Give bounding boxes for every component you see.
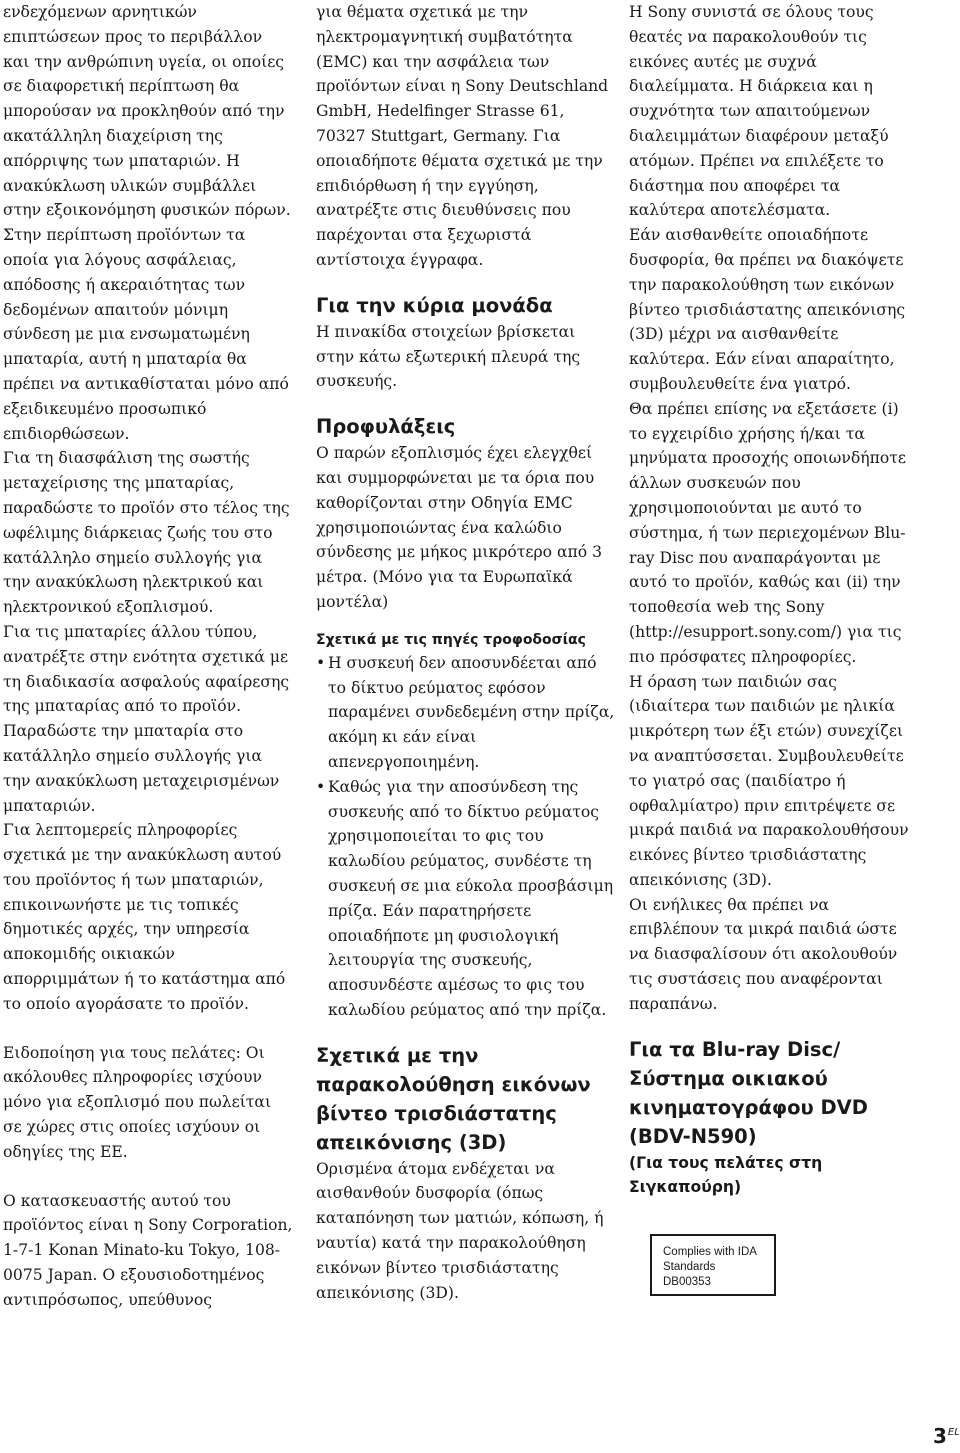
paragraph: Η πινακίδα στοιχείων βρίσκεται στην κάτω εξωτερική πλευρά της συσκευής. [316,322,581,391]
spacer [316,394,616,412]
page-number-value: 3 [933,1424,947,1448]
paragraph: Για λεπτομερείς πληροφορίες σχετικά με την ανακύκλωση αυτού του προϊόντος ή των μπαταριών, επικοινωνήστε με τις τοπικές δημοτικές αρχές, την υπηρεσία αποκομιδής οικιακών απορριμμάτων ή το κατάστημα από το οποίο αγοράσατε το προϊόν. [3,821,286,1013]
paragraph: ενδεχόμενων αρνητικών επιπτώσεων προς το περιβάλλον και την ανθρώπινη υγεία, οι οποίες σε διαφορετική περίπτωση θα μπορούσαν να προκληθούν από την ακατάλληλη διαχείριση της απόρριψης των μπαταριών. Η ανακύκλωση υλικών συμβάλλει στην εξοικονόμηση φυσικών πόρων. [3,3,291,220]
stamp-line: Complies with IDA [663,1246,757,1258]
stamp-line: Standards [663,1261,716,1273]
spacer [316,615,616,629]
list-item: • Καθώς για την αποσύνδεση της συσκευής από το δίκτυο ρεύματος χρησιμοποιείται το φις του καλωδίου ρεύματος, συνδέστε τη συσκευή σε μια εύκολα προσβάσιμη πρίζα. Εάν παρατηρήσετε οποιαδήποτε μη φυσιολογική λειτουργία της συσκευής, αποσυνδέστε αμέσως το φις του καλωδίου ρεύματος από την πρίζα. [316,775,616,1023]
customer-notice: Ειδοποίηση για τους πελάτες: Οι ακόλουθες πληροφορίες ισχύουν μόνο για εξοπλισμό που πωλείται σε χώρες στις οποίες ισχύουν οι οδηγίες της ΕΕ. [3,1043,272,1161]
paragraph: Ορισμένα άτομα ενδέχεται να αισθανθούν δυσφορία (όπως καταπόνηση των ματιών, κόπωση, ή ναυτία) κατά την παρακολούθηση εικόνων βίντεο τρισδιάστατης απεικόνισης (3D). [316,1159,604,1302]
paragraph: Παραδώστε την μπαταρία στο κατάλληλο σημείο συλλογής για την ανακύκλωση μεταχειρισμένων μπαταριών. [3,722,280,815]
heading-power-sources: Σχετικά με τις πηγές τροφοδοσίας [316,631,586,648]
page-language-code: EL [947,1427,960,1438]
paragraph: Για τη διασφάλιση της σωστής μεταχείρισης της μπαταρίας, παραδώστε το προϊόν στο τέλος της ωφέλιμης διάρκειας ζωής του στο κατάλληλο σημείο συλλογής για την ανακύκλωση ηλεκτρικού και ηλεκτρονικού εξοπλισμού. [3,449,290,617]
heading-blu-ray-system: Για τα Blu-ray Disc/ Σύστημα οικιακού κινηματογράφου DVD (BDV-N590) [629,1037,868,1148]
paragraph: Εάν αισθανθείτε οποιαδήποτε δυσφορία, θα πρέπει να διακόψετε την παρακολούθηση των εικόνων βίντεο τρισδιάστατης απεικόνισης (3D) μέχρι να αισθανθείτε καλύτερα. Εάν είναι απαραίτητο, συμβουλευθείτε ένα γιατρό. [629,226,906,393]
spacer [3,1165,293,1189]
paragraph: Θα πρέπει επίσης να εξετάσετε (i) το εγχειρίδιο χρήσης ή/και τα μηνύματα προσοχής οποιωνδήποτε άλλων συσκευών που χρησιμοποιούνται με αυτό το σύστημα, ή των περιεχομένων Blu-ray Disc που αναπαράγονται με αυτό το προϊόν, καθώς και (ii) την τοποθεσία web της Sony (http://esupport.sony.com/) για τις πιο πρόσφατες πληροφορίες. [629,399,906,666]
spacer [3,1017,293,1041]
heading-singapore-customers: (Για τους πελάτες στη Σιγκαπούρη) [629,1153,823,1196]
spacer [316,1023,616,1041]
column-right [629,0,919,1199]
column-middle [316,0,616,1305]
heading-3d-viewing: Σχετικά με την παρακολούθηση εικόνων βίντεο τρισδιάστατης απεικόνισης (3D) [316,1043,591,1154]
ida-compliance-stamp [650,1234,776,1296]
paragraph: Για τις μπαταρίες άλλου τύπου, ανατρέξτε στην ενότητα σχετικά με τη διαδικασία ασφαλούς αφαίρεσης της μπαταρίας από το προϊόν. [3,622,290,716]
stamp-line: DB00353 [663,1276,711,1288]
manufacturer-info: Ο κατασκευαστής αυτού του προϊόντος είναι η Sony Corporation, 1-7-1 Konan Minato-ku Tokyo, 108-0075 Japan. Ο εξουσιοδοτημένος αντιπρόσωπος, υπεύθυνος [3,1191,293,1309]
list-item: • Η συσκευή δεν αποσυνδέεται από το δίκτυο ρεύματος εφόσον παραμένει συνδεδεμένη στην πρίζα, ακόμη κι εάν είναι απενεργοποιημένη. [316,651,616,775]
bullet-list [316,651,616,1023]
heading-main-unit: Για την κύρια μονάδα [316,293,553,317]
column-left [3,0,293,1313]
paragraph: Ο παρών εξοπλισμός έχει ελεγχθεί και συμμορφώνεται με τα όρια που καθορίζονται στην Οδηγία EMC χρησιμοποιώντας ένα καλώδιο σύνδεσης με μήκος μικρότερο από 3 μέτρα. (Μόνο για τα Ευρωπαϊκά μοντέλα) [316,444,603,611]
spacer [316,273,616,291]
paragraph: Στην περίπτωση προϊόντων τα οποία για λόγους ασφάλειας, απόδοσης ή ακεραιότητας των δεδομένων απαιτούν μόνιμη σύνδεση με μια ενσωματωμένη μπαταρία, αυτή η μπαταρία θα πρέπει να αντικαθίσταται μόνο από εξειδικευμένο προσωπικό επιδιορθώσεων. [3,226,289,443]
page-number [933,1424,960,1448]
heading-precautions: Προφυλάξεις [316,415,456,439]
paragraph: για θέματα σχετικά με την ηλεκτρομαγνητική συμβατότητα (EMC) και την ασφάλεια των προϊόντων είναι η Sony Deutschland GmbH, Hedelfinger Strasse 61, 70327 Stuttgart, Germany. Για οποιαδήποτε θέματα σχετικά με την επιδιόρθωση ή την εγγύηση, ανατρέξτε στις διευθύνσεις που παρέχονται στα ξεχωριστά αντίστοιχα έγγραφα. [316,3,609,269]
paragraph: Η όραση των παιδιών σας (ιδιαίτερα των παιδιών με ηλικία μικρότερη των έξι ετών) συνεχίζει να αναπτύσσεται. Συμβουλευθείτε το γιατρό σας (παιδίατρο ή οφθαλμίατρο) πριν επιτρέψετε σε μικρά παιδιά να παρακολουθήσουν εικόνες βίντεο τρισδιάστατης απεικόνισης (3D). [629,672,909,889]
paragraph: Η Sony συνιστά σε όλους τους θεατές να παρακολουθούν τις εικόνες αυτές με συχνά διαλείμματα. Η διάρκεια και η συχνότητα των απαιτούμενων διαλειμμάτων διαφέρουν μεταξύ ατόμων. Πρέπει να επιλέξετε το διάστημα που αποφέρει τα καλύτερα αποτελέσματα. [629,3,889,220]
paragraph: Οι ενήλικες θα πρέπει να επιβλέπουν τα μικρά παιδιά ώστε να διασφαλίσουν ότι ακολουθούν τις συστάσεις που αναφέρονται παραπάνω. [629,895,898,1013]
spacer [629,1017,919,1035]
